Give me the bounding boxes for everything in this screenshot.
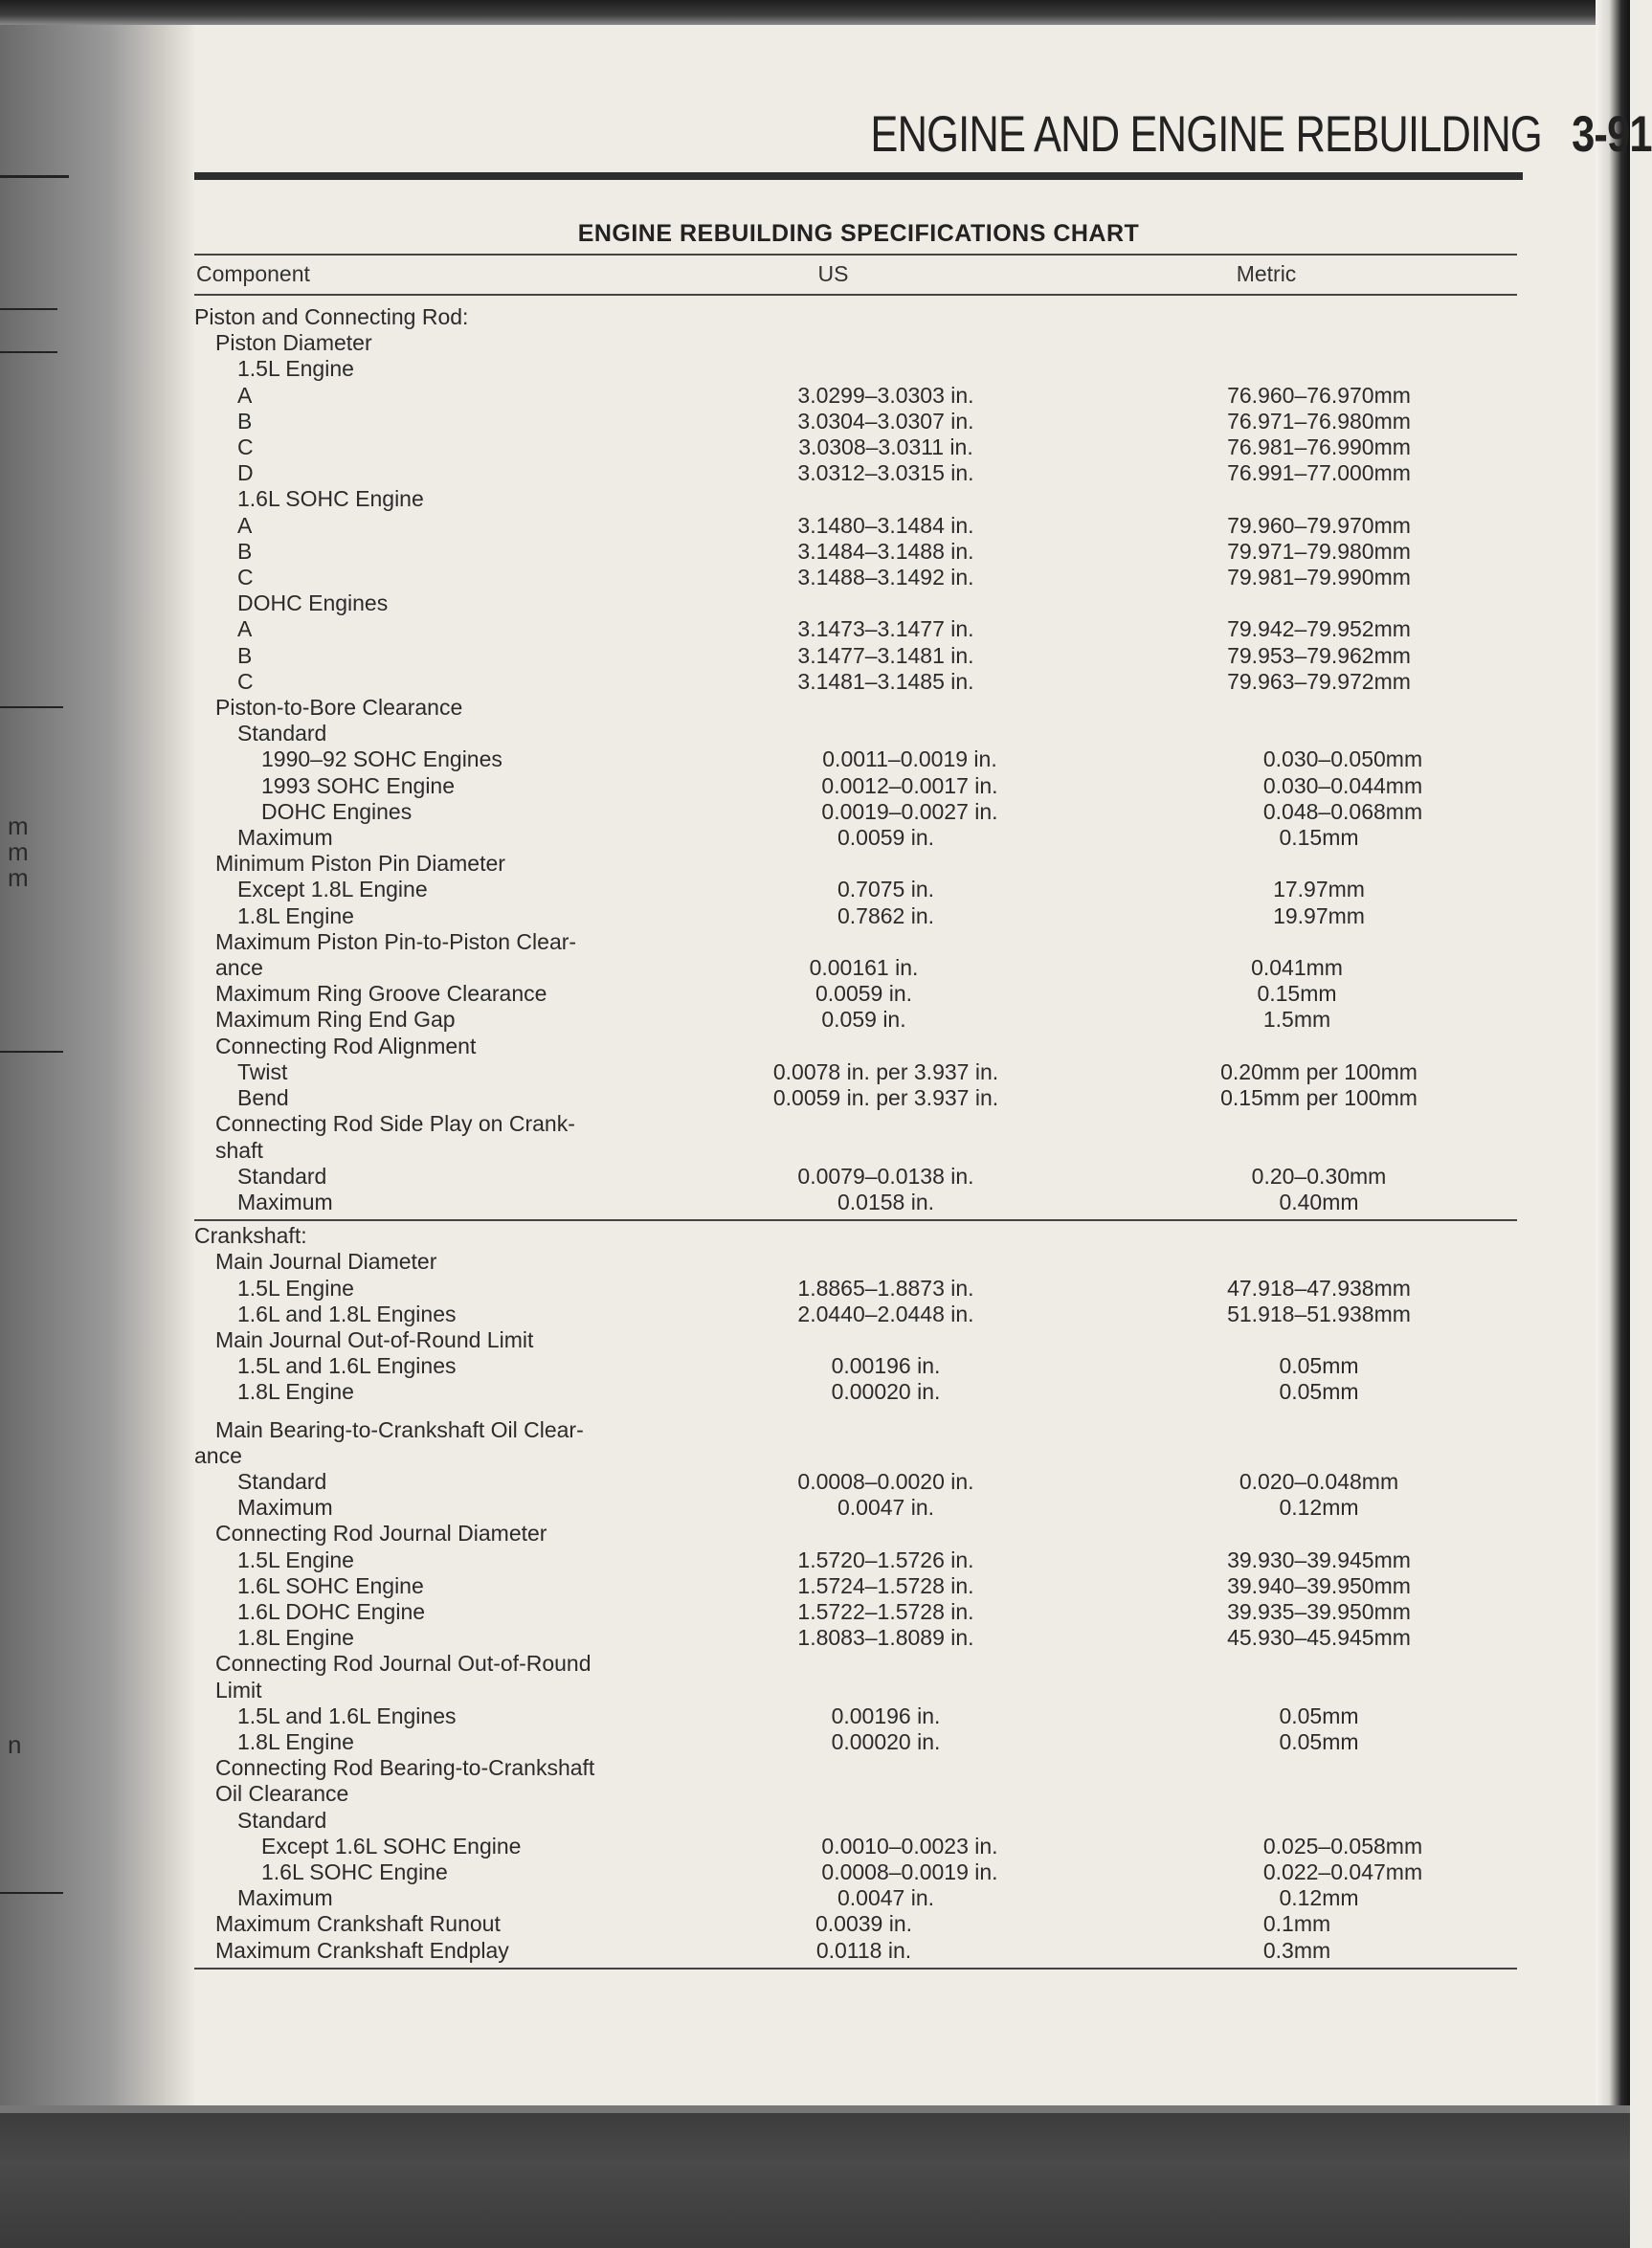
table-row [194, 1678, 1520, 1703]
table-row [194, 1651, 1520, 1677]
table-row [194, 695, 1520, 721]
component-cell: Standard [237, 1163, 327, 1189]
table-row [194, 1495, 1520, 1521]
column-header-metric: Metric [1236, 261, 1297, 286]
metric-value-cell: 0.030–0.050mm [1262, 746, 1423, 772]
table-row [194, 1417, 1520, 1443]
margin-bleed-text: m m m [8, 812, 29, 892]
component-cell: B [237, 642, 253, 668]
metric-value-cell: 76.971–76.980mm [1227, 408, 1411, 434]
table-row [194, 616, 1520, 642]
metric-value-cell: 0.20–0.30mm [1251, 1163, 1387, 1189]
table-row [194, 1834, 1520, 1859]
component-cell: C [237, 434, 254, 460]
component-cell: C [237, 668, 254, 694]
metric-value-cell: 19.97mm [1273, 902, 1365, 928]
component-cell: Standard [237, 721, 327, 746]
us-value-cell: 3.1480–3.1484 in. [797, 512, 974, 538]
us-value-cell: 3.1484–3.1488 in. [797, 538, 974, 564]
component-cell: Standard [237, 1807, 327, 1833]
us-value-cell: 0.0008–0.0020 in. [797, 1468, 974, 1494]
component-cell: shaft [215, 1137, 263, 1163]
scan-bottom-edge [0, 2105, 1630, 2248]
us-value-cell: 0.7862 in. [837, 902, 935, 928]
table-row [194, 1599, 1520, 1625]
metric-value-cell: 39.940–39.950mm [1227, 1572, 1411, 1598]
table-row [194, 1353, 1520, 1379]
metric-value-cell: 79.942–79.952mm [1227, 616, 1411, 642]
table-row [194, 1938, 1520, 1964]
component-cell: D [237, 460, 254, 486]
us-value-cell: 0.0012–0.0017 in. [821, 772, 998, 798]
component-cell: Main Journal Diameter [215, 1249, 437, 1275]
us-value-cell: 0.0047 in. [837, 1885, 935, 1911]
us-value-cell: 0.0059 in. [815, 981, 913, 1007]
us-value-cell: 0.0059 in. per 3.937 in. [772, 1085, 999, 1111]
us-value-cell: 0.0118 in. [815, 1937, 912, 1963]
component-cell: Bend [237, 1085, 289, 1111]
table-row [194, 1138, 1520, 1164]
us-value-cell: 0.0011–0.0019 in. [822, 746, 997, 772]
us-value-cell: 0.0079–0.0138 in. [797, 1163, 974, 1189]
table-row [194, 1625, 1520, 1651]
metric-value-cell: 0.40mm [1279, 1189, 1359, 1214]
metric-value-cell: 0.12mm [1279, 1495, 1359, 1521]
component-cell: Minimum Piston Pin Diameter [215, 851, 505, 877]
metric-value-cell: 76.991–77.000mm [1227, 460, 1411, 486]
component-cell: B [237, 538, 253, 564]
table-row [194, 1302, 1520, 1327]
table-row [194, 851, 1520, 877]
us-value-cell: 0.0059 in. [837, 825, 935, 851]
table-row [194, 1885, 1520, 1911]
us-value-cell: 0.059 in. [821, 1007, 906, 1033]
table-row [194, 513, 1520, 539]
table-row [194, 1223, 1520, 1249]
table-row [194, 1085, 1520, 1111]
component-cell: Main Journal Out-of-Round Limit [215, 1326, 534, 1352]
table-row [194, 721, 1520, 746]
us-value-cell: 0.0047 in. [837, 1495, 935, 1521]
table-row [194, 1007, 1520, 1033]
metric-value-cell: 0.20mm per 100mm [1220, 1058, 1418, 1084]
component-cell: Connecting Rod Bearing-to-Crankshaft [215, 1755, 595, 1781]
table-row [194, 746, 1520, 772]
table-row [194, 799, 1520, 825]
table-row [194, 383, 1520, 409]
table-row [194, 1164, 1520, 1190]
component-cell: 1.6L DOHC Engine [237, 1598, 426, 1624]
table-row [194, 434, 1520, 460]
us-value-cell: 0.0078 in. per 3.937 in. [772, 1058, 999, 1084]
metric-value-cell: 79.981–79.990mm [1227, 565, 1411, 590]
us-value-cell: 3.1473–3.1477 in. [797, 616, 974, 642]
section-title: ENGINE AND ENGINE REBUILDING [870, 106, 1542, 163]
metric-value-cell: 79.971–79.980mm [1227, 538, 1411, 564]
table-row [194, 1469, 1520, 1495]
header-rule [194, 172, 1523, 180]
us-value-cell: 3.1481–3.1485 in. [797, 668, 974, 694]
component-cell: 1.8L Engine [237, 902, 354, 928]
us-value-cell: 3.1488–3.1492 in. [797, 565, 974, 590]
table-row [194, 1573, 1520, 1599]
component-cell: C [237, 565, 254, 590]
component-cell: Except 1.8L Engine [237, 877, 428, 902]
table-row [194, 409, 1520, 434]
metric-value-cell: 0.041mm [1251, 955, 1343, 981]
component-cell: Limit [215, 1677, 262, 1703]
us-value-cell: 0.00161 in. [809, 955, 919, 981]
metric-value-cell: 0.15mm [1279, 825, 1359, 851]
column-header-us: US [817, 261, 849, 286]
component-cell: Connecting Rod Journal Diameter [215, 1521, 547, 1547]
table-row [194, 1443, 1520, 1469]
table-row [194, 1859, 1520, 1885]
component-cell: DOHC Engines [237, 590, 389, 616]
metric-value-cell: 45.930–45.945mm [1227, 1625, 1411, 1651]
component-cell: B [237, 408, 253, 434]
scan-top-edge [0, 0, 1630, 25]
us-value-cell: 1.5722–1.5728 in. [797, 1598, 974, 1624]
table-row [194, 356, 1520, 382]
metric-value-cell: 39.935–39.950mm [1227, 1598, 1411, 1624]
table-row [194, 539, 1520, 565]
us-value-cell: 0.00020 in. [831, 1728, 941, 1754]
component-cell: Piston Diameter [215, 330, 372, 356]
component-cell: Maximum [237, 825, 333, 851]
page-number: 3-91 [1572, 106, 1652, 163]
us-value-cell: 0.00020 in. [831, 1379, 941, 1405]
component-cell: Maximum Ring End Gap [215, 1007, 456, 1033]
component-cell: DOHC Engines [261, 798, 413, 824]
component-cell: Connecting Rod Journal Out-of-Round [215, 1651, 592, 1677]
row-gap [194, 1406, 1520, 1417]
table-row [194, 1111, 1520, 1137]
component-cell: 1.8L Engine [237, 1379, 354, 1405]
component-cell: 1.6L SOHC Engine [237, 486, 424, 512]
component-cell: Twist [237, 1058, 288, 1084]
us-value-cell: 0.0010–0.0023 in. [821, 1833, 998, 1858]
spec-table [194, 304, 1520, 1964]
metric-value-cell: 79.963–79.972mm [1227, 668, 1411, 694]
chart-title: ENGINE REBUILDING SPECIFICATIONS CHART [577, 220, 1140, 247]
metric-value-cell: 1.5mm [1262, 1007, 1331, 1033]
component-cell: 1.6L and 1.8L Engines [237, 1301, 457, 1326]
table-row [194, 1547, 1520, 1573]
us-value-cell: 1.5720–1.5726 in. [797, 1547, 974, 1572]
margin-rule [0, 1051, 63, 1053]
table-row [194, 1034, 1520, 1059]
column-header-component: Component [196, 261, 310, 286]
us-value-cell: 3.0299–3.0303 in. [797, 382, 974, 408]
metric-value-cell: 79.960–79.970mm [1227, 512, 1411, 538]
metric-value-cell: 0.05mm [1279, 1703, 1359, 1728]
table-row [194, 486, 1520, 512]
us-value-cell: 2.0440–2.0448 in. [797, 1301, 974, 1326]
us-value-cell: 0.7075 in. [837, 877, 935, 902]
table-row [194, 1327, 1520, 1353]
table-row [194, 1729, 1520, 1755]
table-row [194, 877, 1520, 902]
table-row [194, 1059, 1520, 1085]
metric-value-cell: 0.030–0.044mm [1262, 772, 1423, 798]
metric-value-cell: 79.953–79.962mm [1227, 642, 1411, 668]
us-value-cell: 1.8865–1.8873 in. [797, 1275, 974, 1301]
table-row [194, 929, 1520, 955]
table-row [194, 330, 1520, 356]
component-cell: Maximum Crankshaft Runout [215, 1911, 501, 1937]
us-value-cell: 3.0312–3.0315 in. [797, 460, 974, 486]
component-cell: Maximum [237, 1495, 333, 1521]
metric-value-cell: 0.025–0.058mm [1262, 1833, 1423, 1858]
component-cell: Connecting Rod Side Play on Crank- [215, 1111, 575, 1137]
table-row [194, 981, 1520, 1007]
margin-rule [0, 1892, 63, 1894]
component-cell: Oil Clearance [215, 1781, 349, 1807]
component-cell: ance [194, 1442, 242, 1468]
margin-rule [0, 351, 57, 353]
component-cell: 1.5L Engine [237, 1547, 354, 1572]
table-row [194, 669, 1520, 695]
table-row [194, 590, 1520, 616]
us-value-cell: 1.5724–1.5728 in. [797, 1572, 974, 1598]
component-cell: 1990–92 SOHC Engines [261, 746, 502, 772]
us-value-cell: 3.1477–3.1481 in. [797, 642, 974, 668]
table-row [194, 1808, 1520, 1834]
component-cell: 1.8L Engine [237, 1625, 354, 1651]
metric-value-cell: 0.05mm [1279, 1728, 1359, 1754]
component-cell: 1993 SOHC Engine [261, 772, 456, 798]
metric-value-cell: 0.05mm [1279, 1353, 1359, 1379]
table-top-rule [194, 254, 1517, 256]
metric-value-cell: 39.930–39.945mm [1227, 1547, 1411, 1572]
margin-rule [0, 175, 69, 178]
metric-value-cell: 17.97mm [1273, 877, 1365, 902]
component-cell: Maximum [237, 1885, 333, 1911]
component-cell: 1.5L Engine [237, 1275, 354, 1301]
component-cell: A [237, 616, 253, 642]
table-row [194, 955, 1520, 981]
header-bottom-rule [194, 294, 1517, 296]
component-cell: Standard [237, 1468, 327, 1494]
component-cell: A [237, 382, 253, 408]
us-value-cell: 0.0039 in. [815, 1911, 913, 1937]
table-row [194, 460, 1520, 486]
component-cell: A [237, 512, 253, 538]
table-row [194, 825, 1520, 851]
metric-value-cell: 0.15mm [1257, 981, 1337, 1007]
table-row [194, 1521, 1520, 1547]
table-row [194, 565, 1520, 590]
component-cell: Piston and Connecting Rod: [194, 304, 469, 329]
margin-rule [0, 308, 57, 310]
table-row [194, 1703, 1520, 1729]
us-value-cell: 0.0008–0.0019 in. [821, 1858, 998, 1884]
us-value-cell: 0.00196 in. [831, 1703, 941, 1728]
metric-value-cell: 0.022–0.047mm [1262, 1858, 1423, 1884]
margin-rule [0, 706, 63, 708]
page-header [870, 105, 1652, 164]
table-row [194, 1190, 1520, 1215]
book-spine-shadow [0, 25, 196, 2111]
metric-value-cell: 0.1mm [1262, 1911, 1331, 1937]
component-cell: 1.6L SOHC Engine [261, 1858, 448, 1884]
table-row [194, 773, 1520, 799]
us-value-cell: 0.0019–0.0027 in. [821, 798, 998, 824]
table-row [194, 304, 1520, 330]
component-cell: 1.5L and 1.6L Engines [237, 1703, 457, 1728]
table-row [194, 1781, 1520, 1807]
metric-value-cell: 76.981–76.990mm [1227, 434, 1411, 460]
metric-value-cell: 0.048–0.068mm [1262, 798, 1423, 824]
section-divider [194, 1219, 1517, 1221]
metric-value-cell: 0.05mm [1279, 1379, 1359, 1405]
us-value-cell: 0.0158 in. [837, 1189, 935, 1214]
us-value-cell: 3.0304–3.0307 in. [797, 408, 974, 434]
component-cell: Crankshaft: [194, 1223, 307, 1249]
component-cell: 1.8L Engine [237, 1728, 354, 1754]
metric-value-cell: 47.918–47.938mm [1227, 1275, 1411, 1301]
component-cell: Maximum Ring Groove Clearance [215, 981, 547, 1007]
table-row [194, 1379, 1520, 1405]
table-row [194, 1911, 1520, 1937]
table-row [194, 643, 1520, 669]
metric-value-cell: 51.918–51.938mm [1227, 1301, 1411, 1326]
us-value-cell: 0.00196 in. [831, 1353, 941, 1379]
component-cell: Except 1.6L SOHC Engine [261, 1833, 522, 1858]
table-row [194, 903, 1520, 929]
metric-value-cell: 0.15mm per 100mm [1220, 1085, 1418, 1111]
component-cell: 1.5L and 1.6L Engines [237, 1353, 457, 1379]
us-value-cell: 1.8083–1.8089 in. [797, 1625, 974, 1651]
scan-right-edge [1596, 0, 1630, 2248]
margin-bleed-text: n [8, 1730, 22, 1759]
component-cell: Maximum [237, 1189, 333, 1214]
metric-value-cell: 76.960–76.970mm [1227, 382, 1411, 408]
table-row [194, 1249, 1520, 1275]
component-cell: Maximum Piston Pin-to-Piston Clear- [215, 928, 577, 954]
table-row [194, 1755, 1520, 1781]
component-cell: ance [215, 955, 263, 981]
component-cell: Connecting Rod Alignment [215, 1033, 477, 1058]
table-row [194, 1276, 1520, 1302]
metric-value-cell: 0.020–0.048mm [1239, 1468, 1399, 1494]
component-cell: 1.6L SOHC Engine [237, 1572, 424, 1598]
table-bottom-rule [194, 1968, 1517, 1970]
component-cell: 1.5L Engine [237, 356, 354, 382]
metric-value-cell: 0.12mm [1279, 1885, 1359, 1911]
component-cell: Maximum Crankshaft Endplay [215, 1937, 509, 1963]
component-cell: Main Bearing-to-Crankshaft Oil Clear- [215, 1416, 584, 1442]
metric-value-cell: 0.3mm [1262, 1937, 1331, 1963]
us-value-cell: 3.0308–3.0311 in. [798, 434, 973, 460]
component-cell: Piston-to-Bore Clearance [215, 695, 463, 721]
